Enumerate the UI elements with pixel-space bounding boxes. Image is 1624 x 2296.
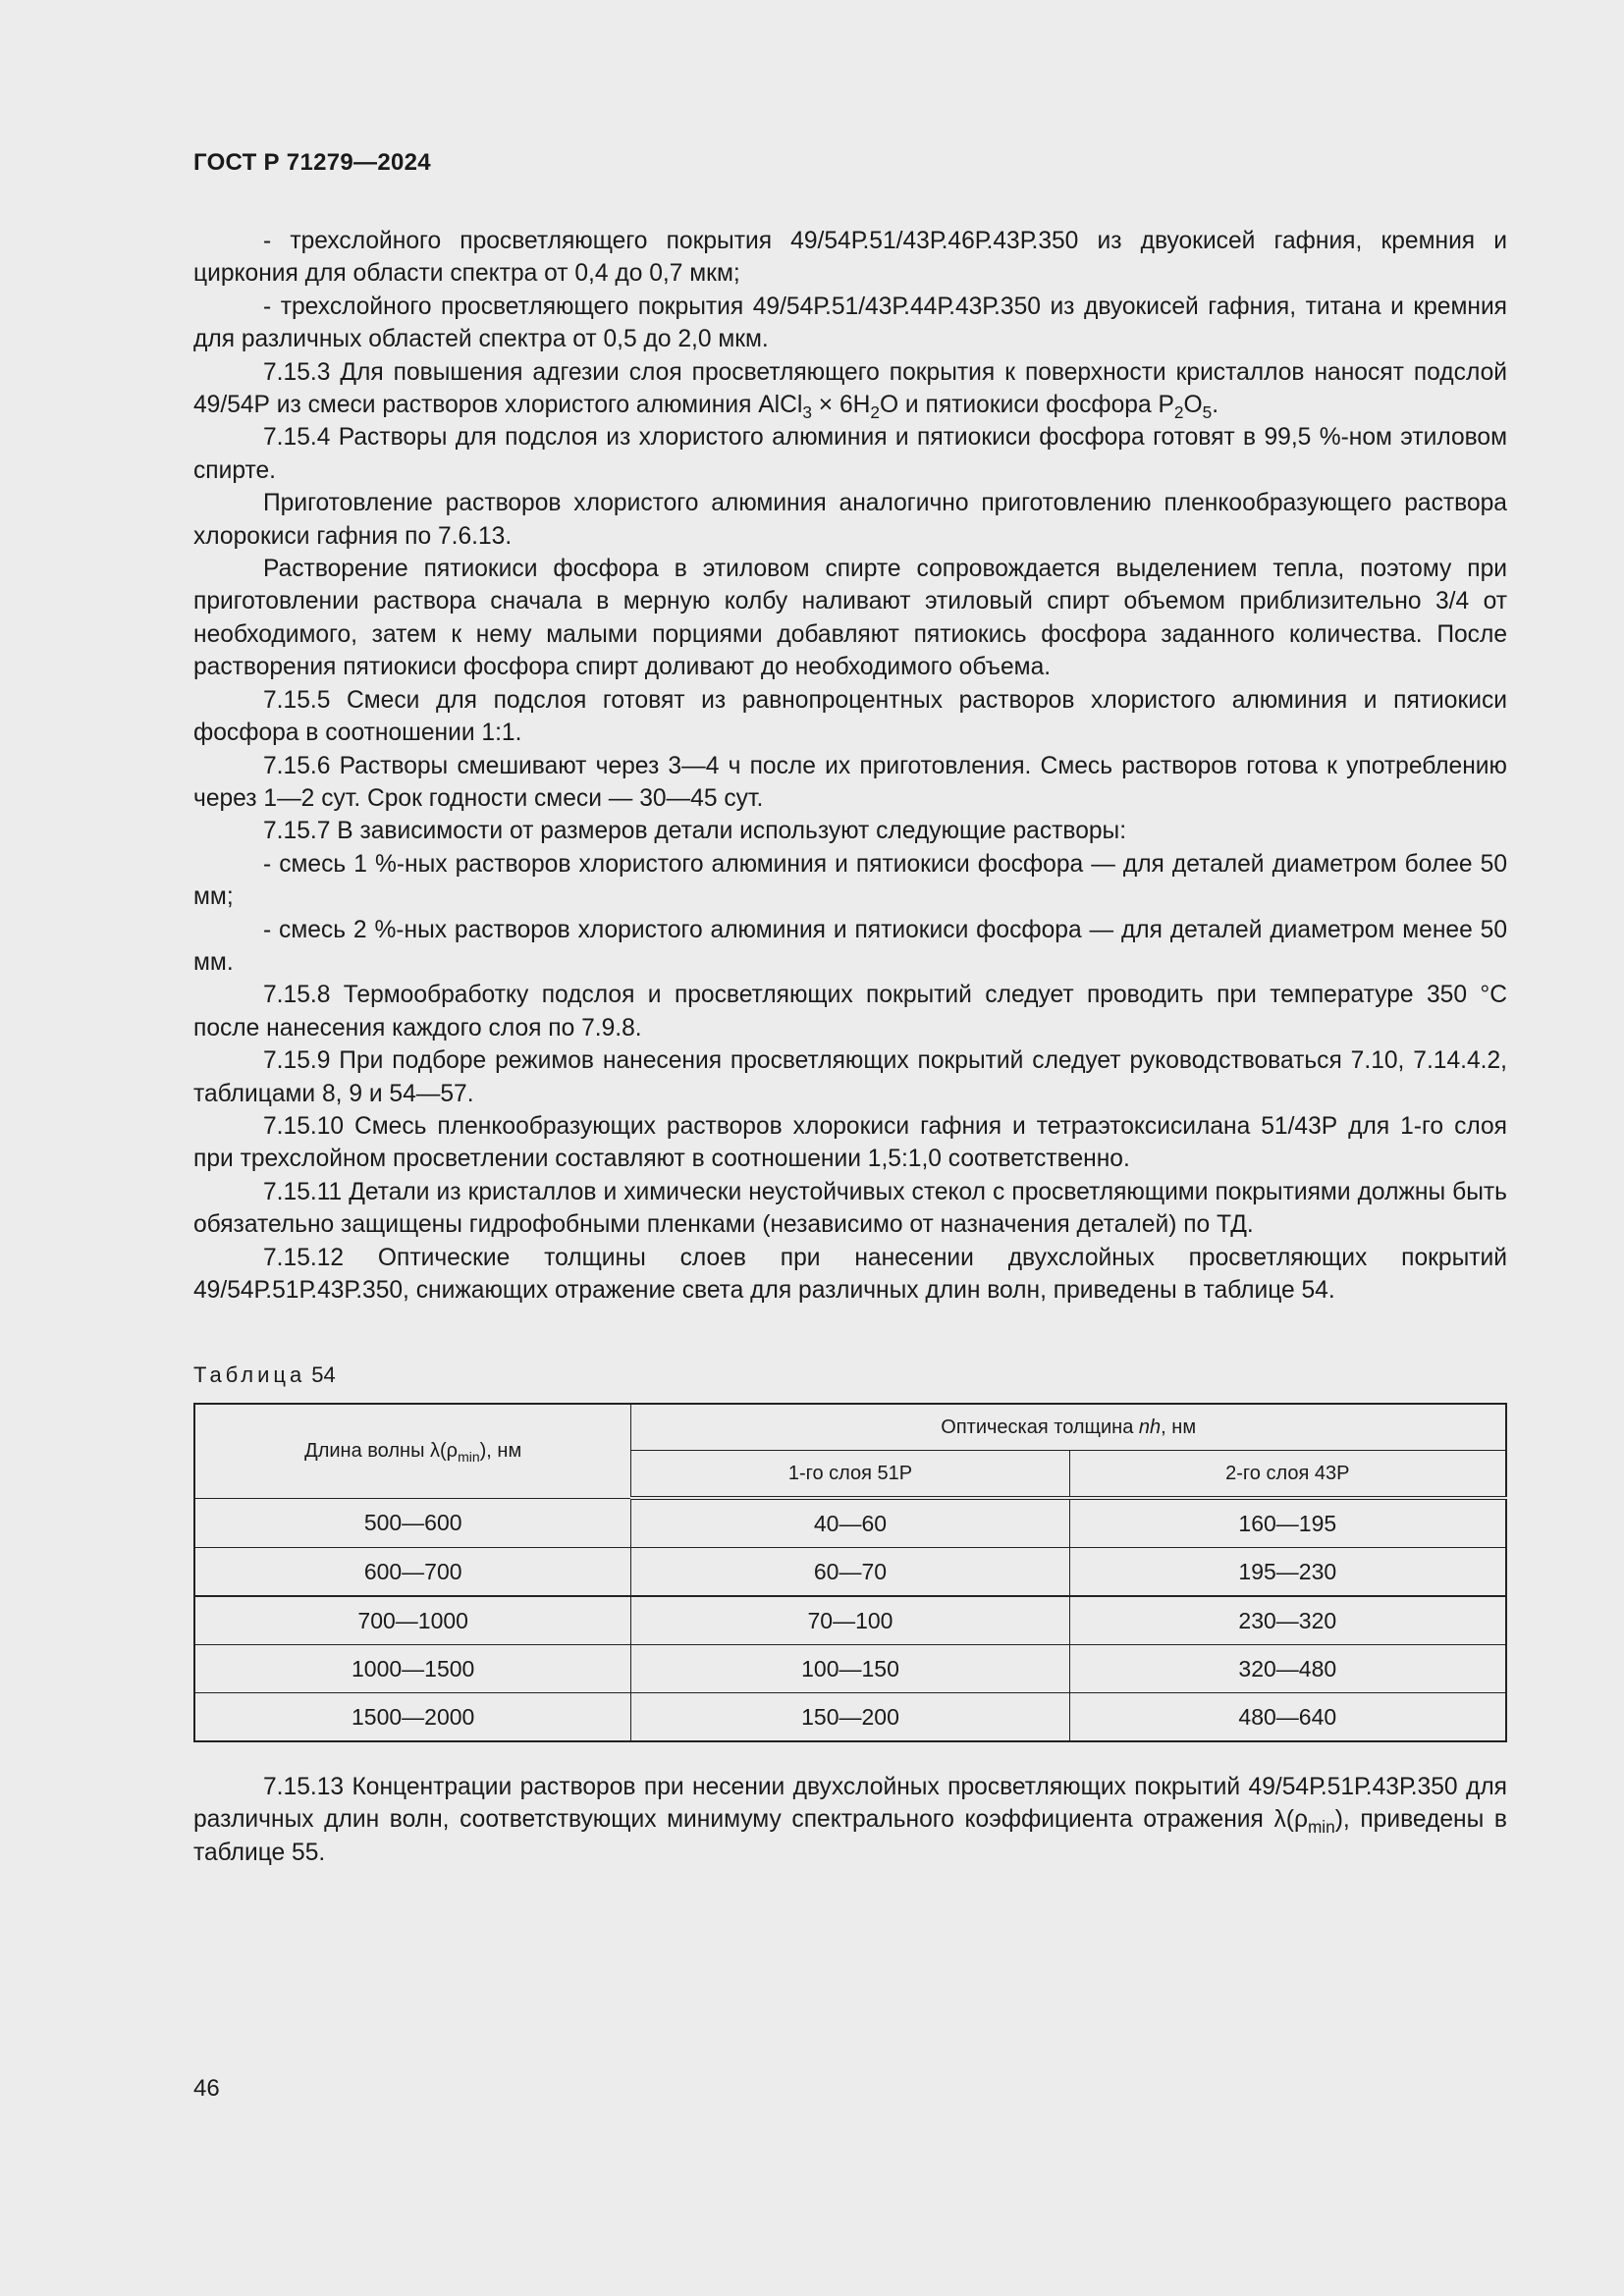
paragraph-7-15-3 (193, 356, 1507, 422)
subscript: min (458, 1448, 480, 1465)
formula-text: O (1183, 392, 1203, 419)
header-text: Оптическая толщина (941, 1415, 1139, 1438)
table-cell: 160—195 (1069, 1498, 1506, 1548)
table-cell: 1500—2000 (194, 1693, 631, 1742)
table-caption-number: 54 (311, 1362, 336, 1387)
table-caption (193, 1362, 336, 1388)
subscript: 2 (870, 402, 880, 423)
paragraph-7-15-7: 7.15.7 В зависимости от размеров детали используют следующие растворы: (263, 818, 1127, 845)
table-cell: 40—60 (631, 1498, 1069, 1548)
formula-text: × 6H (811, 392, 871, 419)
paragraph-7-15-4: 7.15.4 Растворы для подслоя из хлористого алюминия и пятиокиси фосфора готовят в 99,5 %-ном этиловом спирте. (193, 424, 1507, 484)
column-header-layer-1: 1-го слоя 51Р (631, 1451, 1069, 1499)
table-row (194, 1596, 1506, 1645)
paragraph-7-15-10: 7.15.10 Смесь пленкообразующих растворов хлорокиси гафния и тетраэтоксисилана 51/43Р для 1-го слоя при трехслойном просветлении составляют в соотношении 1,5:1,0 соответственно. (193, 1112, 1507, 1173)
subscript: 2 (1173, 402, 1184, 423)
table-row (194, 1645, 1506, 1693)
paragraph-7-15-8: 7.15.8 Термообработку подслоя и просветляющих покрытий следует проводить при температуре 350 °С после нанесения каждого слоя по 7.9.8. (193, 982, 1507, 1041)
header-text: Длина волны λ(ρ (304, 1439, 459, 1462)
paragraph-text: 7.15.3 Для повышения адгезии слоя просветляющего покрытия к поверхности кристаллов наносят подслой 49/54Р из смеси растворов хлористого алюминия AlCl (193, 358, 1507, 419)
table-cell: 480—640 (1069, 1693, 1506, 1742)
group-header-optical-thickness (631, 1404, 1506, 1451)
table-cell: 195—230 (1069, 1548, 1506, 1597)
table-cell: 500—600 (194, 1498, 631, 1548)
formula-text: . (1212, 392, 1219, 419)
table-cell: 230—320 (1069, 1596, 1506, 1645)
document-code: ГОСТ Р 71279—2024 (193, 149, 431, 176)
table-cell: 100—150 (631, 1645, 1069, 1693)
paragraph-aluminium-solution: Приготовление растворов хлористого алюминия аналогично приготовлению пленкообразующего раствора хлорокиси гафния по 7.6.13. (193, 490, 1507, 550)
optical-thickness-table (193, 1403, 1507, 1742)
paragraph-7-15-9: 7.15.9 При подборе режимов нанесения просветляющих покрытий следует руководствоваться 7.10, 7.14.4.2, таблицами 8, 9 и 54—57. (193, 1047, 1507, 1107)
paragraph-7-15-12: 7.15.12 Оптические толщины слоев при нанесении двухслойных просветляющих покрытий 49/54Р.51Р.43Р.350, снижающих отражение света для различных длин волн, приведены в таблице 54. (193, 1244, 1507, 1304)
list-item-mix-2: - смесь 2 %-ных растворов хлористого алюминия и пятиокиси фосфора — для деталей диаметром менее 50 мм. (193, 916, 1507, 976)
column-header-layer-2: 2-го слоя 43Р (1069, 1451, 1506, 1499)
body-text (193, 225, 1507, 1307)
list-item-coating-2: - трехслойного просветляющего покрытия 49/54Р.51/43Р.44Р.43Р.350 из двуокисей гафния, титана и кремния для различных областей спектра от 0,5 до 2,0 мкм. (193, 293, 1507, 353)
subscript: min (1307, 1817, 1335, 1838)
list-item-mix-1: - смесь 1 %-ных растворов хлористого алюминия и пятиокиси фосфора — для деталей диаметром более 50 мм; (193, 850, 1507, 911)
table-cell: 150—200 (631, 1693, 1069, 1742)
table-row (194, 1548, 1506, 1597)
paragraph-text: ), приведены в таблице 55. (193, 1806, 1507, 1866)
table-cell: 320—480 (1069, 1645, 1506, 1693)
subscript: 5 (1202, 402, 1213, 423)
paragraph-phosphorus-solution: Растворение пятиокиси фосфора в этиловом спирте сопровождается выделением тепла, поэтому при приготовлении раствора сначала в мерную колбу наливают этиловый спирт объемом приблизительно 3/4 от необходимого, затем к нему малыми порциями добавляют пятиокись фосфора заданного количества. После растворения пятиокиси фосфора спирт доливают до необходимого объема. (193, 556, 1507, 681)
page-number: 46 (193, 2075, 220, 2102)
header-variable: nh (1138, 1415, 1162, 1438)
table-cell: 60—70 (631, 1548, 1069, 1597)
paragraph-7-15-11: 7.15.11 Детали из кристаллов и химически неустойчивых стекол с просветляющими покрытиями должны быть обязательно защищены гидрофобными пленками (независимо от назначения деталей) по ТД. (193, 1178, 1507, 1239)
paragraph-7-15-13 (193, 1771, 1507, 1869)
paragraph-7-15-6: 7.15.6 Растворы смешивают через 3—4 ч после их приготовления. Смесь растворов готова к употреблению через 1—2 сут. Срок годности смеси — 30—45 сут. (193, 752, 1507, 812)
header-text: , нм (1161, 1415, 1197, 1438)
table-cell: 600—700 (194, 1548, 631, 1597)
column-header-wavelength (194, 1404, 631, 1498)
table-cell: 700—1000 (194, 1596, 631, 1645)
table-cell: 70—100 (631, 1596, 1069, 1645)
table-caption-word: Таблица (193, 1362, 306, 1387)
table-row (194, 1498, 1506, 1548)
paragraph-7-15-5: 7.15.5 Смеси для подслоя готовят из равнопроцентных растворов хлористого алюминия и пятиокиси фосфора в соотношении 1:1. (193, 686, 1507, 747)
table-row (194, 1693, 1506, 1742)
paragraph-text: 7.15.13 Концентрации растворов при несении двухслойных просветляющих покрытий 49/54Р.51Р.43Р.350 для различных длин волн, соответствующих минимуму спектрального коэффициента отражения λ(ρ (193, 1774, 1507, 1834)
after-table-text (193, 1771, 1507, 1869)
header-text: ), нм (479, 1439, 522, 1462)
subscript: 3 (802, 402, 812, 423)
formula-text: O и пятиокиси фосфора P (879, 392, 1174, 419)
list-item-coating-1: - трехслойного просветляющего покрытия 49/54Р.51/43Р.46Р.43Р.350 из двуокисей гафния, кремния и циркония для области спектра от 0,4 до 0,7 мкм; (193, 228, 1507, 288)
table-cell: 1000—1500 (194, 1645, 631, 1693)
